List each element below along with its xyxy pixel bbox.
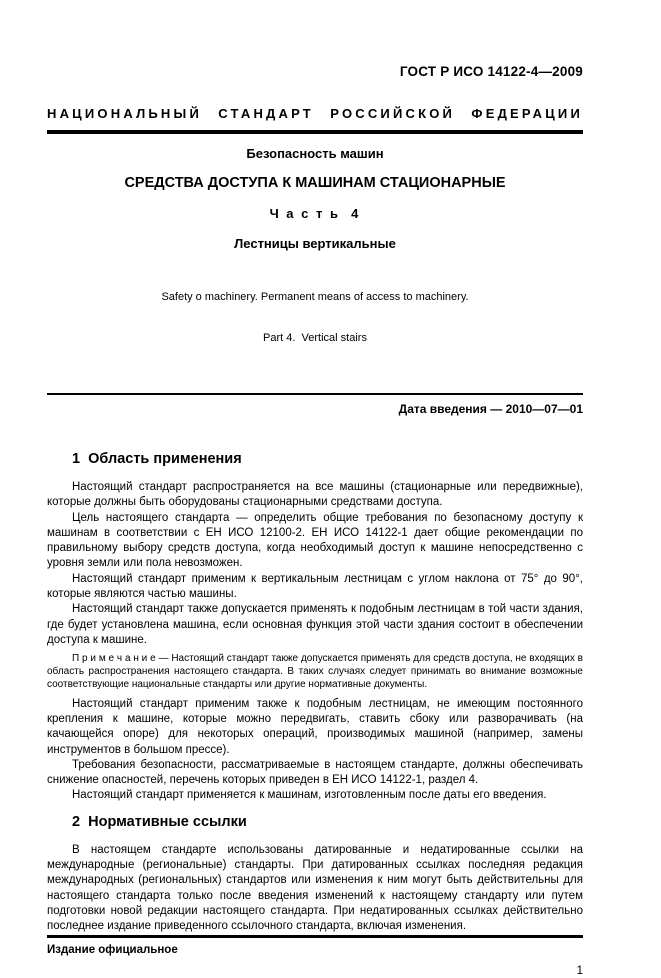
title-main: СРЕДСТВА ДОСТУПА К МАШИНАМ СТАЦИОНАРНЫЕ: [124, 175, 506, 191]
footer-rule: [47, 935, 583, 938]
header-rule: [47, 130, 583, 134]
section-1-heading: 1 Область применения: [72, 451, 242, 467]
section-1-paragraph: Настоящий стандарт распространяется на все машины (стационарные или передвижные), которые должны быть оборудованы стационарными средствами доступа.: [47, 481, 583, 509]
title-english-line2: Part 4. Vertical stairs: [263, 331, 367, 344]
doc-number: ГОСТ Р ИСО 14122-4—2009: [399, 64, 583, 79]
section-2-heading: 2 Нормативные ссылки: [72, 813, 247, 830]
date-rule: [47, 393, 583, 395]
section-1-paragraph: Цель настоящего стандарта — определить общие требования по безопасному доступу к машинам в соответствии с ЕН ИСО 12100-2. ЕН ИСО 14122-1 дает общие рекомендации по правильному выбору средств доступа, когда необходимый доступ к машине непосредственно с уровня земли или пола невозможен.: [47, 511, 583, 570]
official-edition-label: Издание официальное: [47, 943, 178, 956]
section-1-paragraph: Настоящий стандарт применяется к машинам, изготовленным после даты его введения.: [72, 789, 547, 802]
section-1-paragraph: Требования безопасности, рассматриваемые в настоящем стандарте, должны обеспечивать снижение опасностей, перечень которых приведен в ЕН ИСО 14122-1, раздел 4.: [47, 758, 583, 787]
section-1-paragraph: Настоящий стандарт применим к вертикальным лестницам с углом наклона от 75° до 90°, которые являются частью машины.: [47, 572, 583, 601]
section-1-paragraph: Настоящий стандарт также допускается применять к подобным лестницам в той части здания, где будет установлена машина, если основная функция этой части здания состоит в обеспечении доступа к машине.: [47, 603, 583, 646]
title-subtitle: Лестницы вертикальные: [234, 236, 396, 251]
section-1-note: П р и м е ч а н и е — Настоящий стандарт также допускается применять для средств доступа, не входящих в область распространения настоящего стандарта. В таких случаях следует принимать во внимание возможные соответствующие национальные стандарты или другие нормативные документы.: [47, 653, 583, 690]
page-footer: [0, 935, 661, 978]
title-english-line1: Safety o machinery. Permanent means of access to machinery.: [161, 291, 469, 303]
national-standard-banner: НАЦИОНАЛЬНЫЙ СТАНДАРТ РОССИЙСКОЙ ФЕДЕРАЦИИ: [47, 106, 583, 121]
title-subject: Безопасность машин: [246, 146, 384, 161]
effective-date: Дата введения — 2010—07—01: [398, 402, 583, 416]
page-number: 1: [576, 964, 583, 977]
title-part: Ч а с т ь 4: [269, 206, 361, 221]
section-1-paragraph: Настоящий стандарт применим также к подобным лестницам, не имеющим постоянного крепления к машине, которые можно передвигать, ставить сбоку или разворачивать (на качающейся опоре) для некоторых операций, производимых машиной (например, замены инструментов в большом прессе).: [47, 697, 583, 756]
title-english: [47, 264, 583, 372]
section-2-paragraph: В настоящем стандарте использованы датированные и недатированные ссылки на международные (региональные) стандарты. При датированных ссылках последняя редакция международных (региональных) стандартов или изменения к ним могут быть действительны для настоящего стандарта только после введения изменений к настоящему стандарту или путем подготовки новой редакции настоящего стандарта. При недатированных ссылках действительно последнее издание приведенного ссылочного стандарта, включая изменения.: [47, 843, 583, 933]
